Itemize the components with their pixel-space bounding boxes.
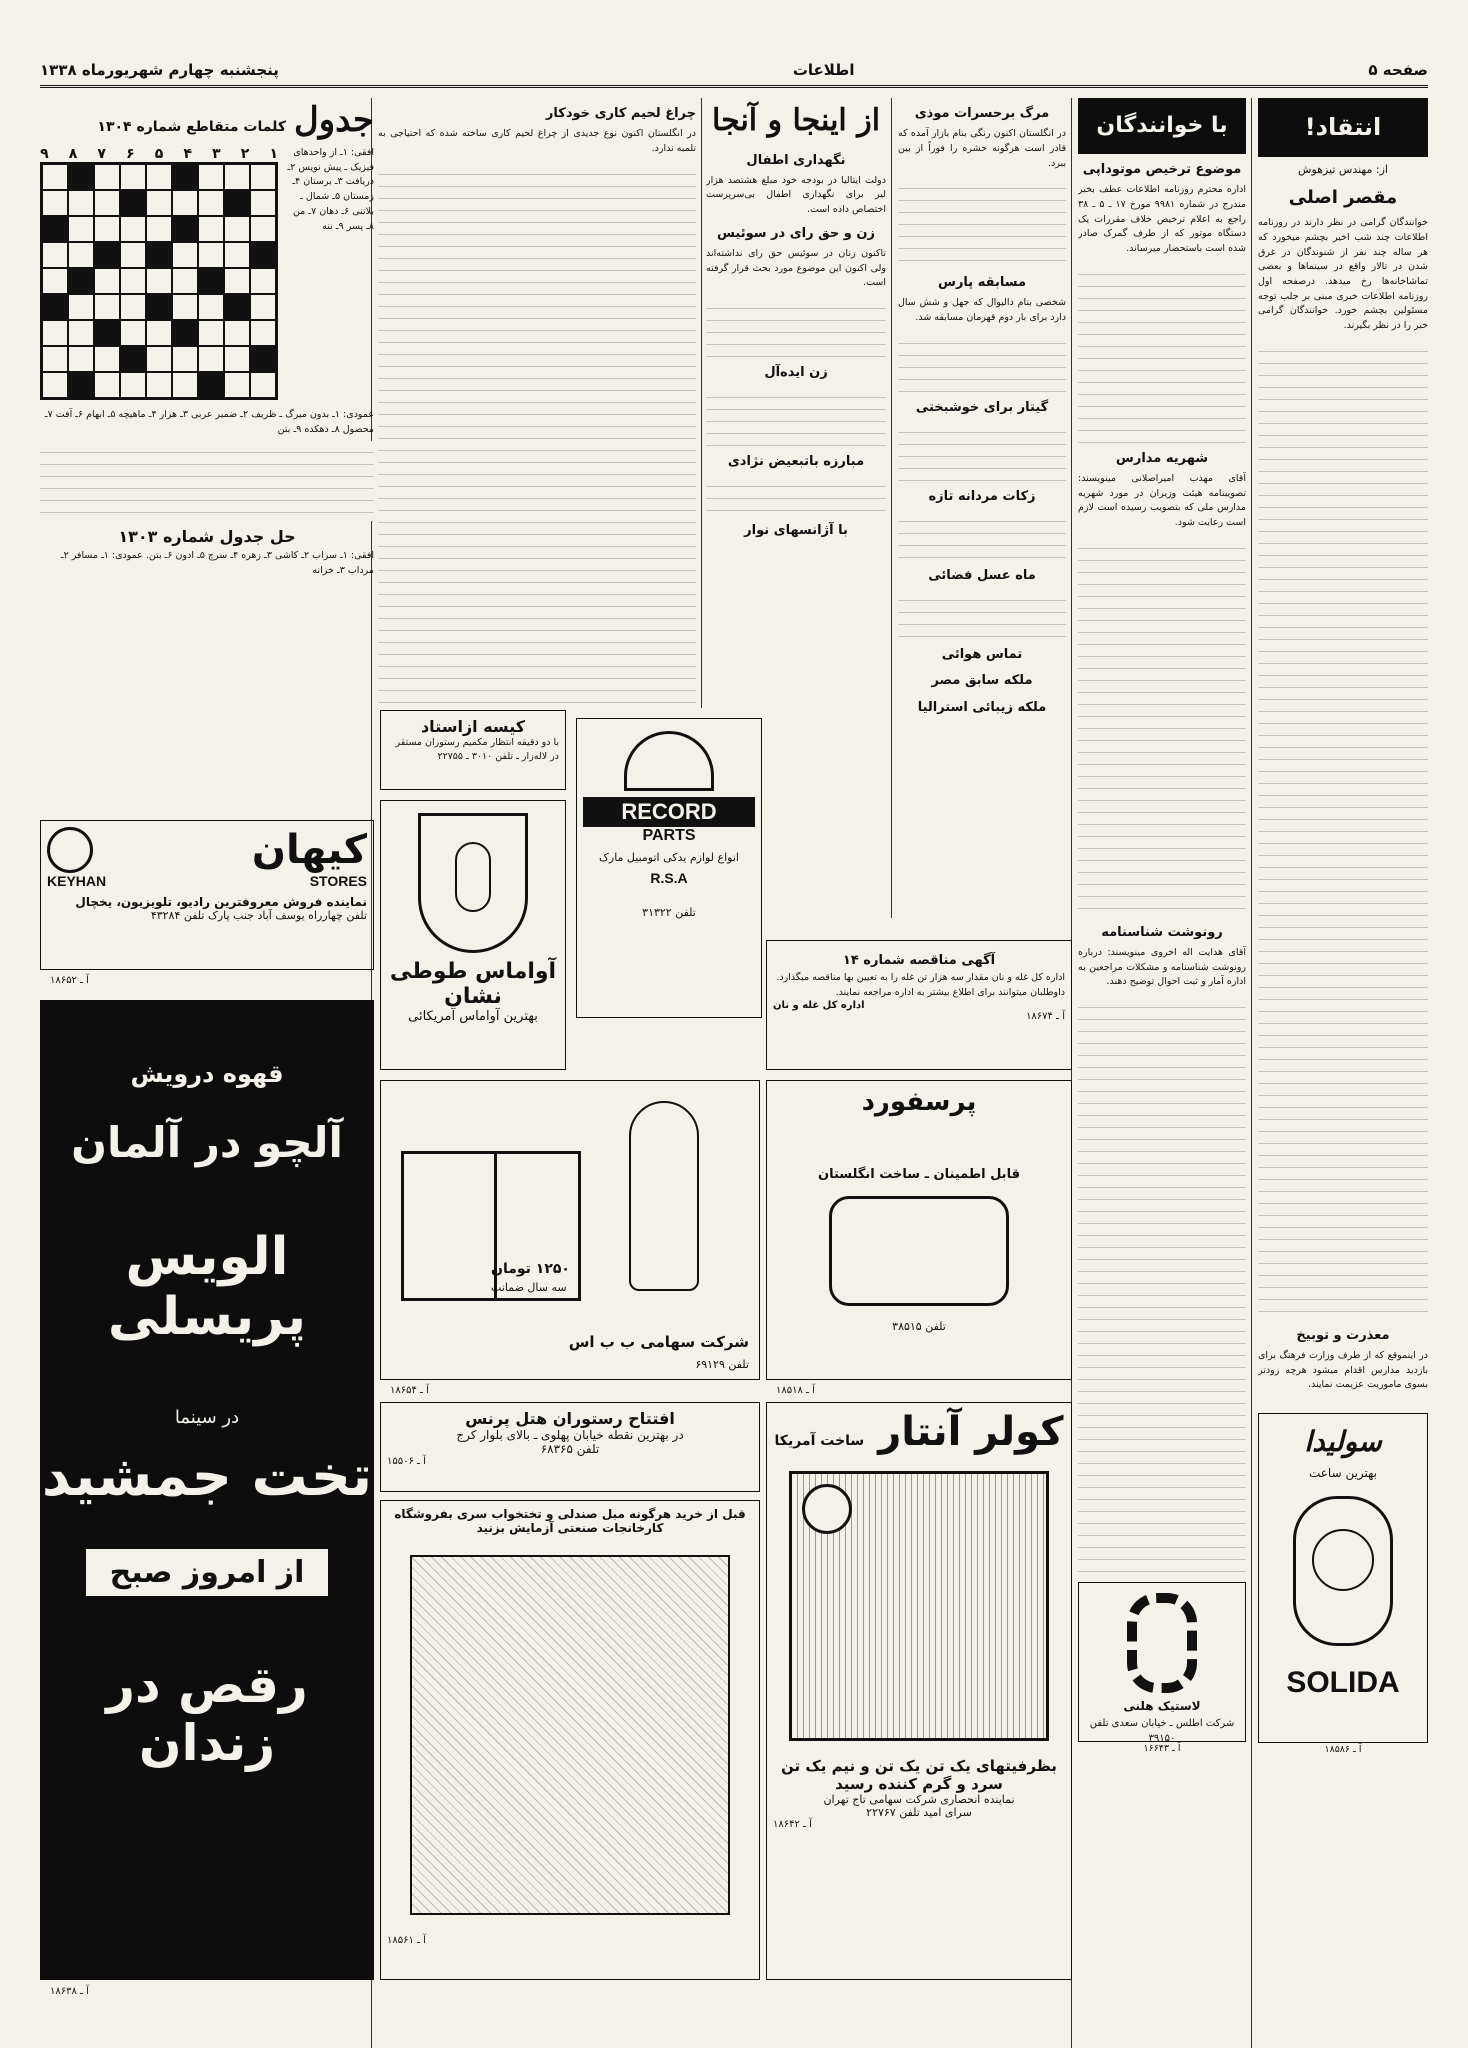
ad-code: آ ـ ۱۸۵۸۶ — [1324, 1744, 1362, 1756]
keyhan-code: آ ـ ۱۸۶۵۲ — [50, 975, 89, 986]
crossword-clues-filler — [40, 441, 374, 521]
readers-section-2: شهریه مدارس — [1115, 450, 1209, 466]
crossword-cell[interactable] — [120, 242, 146, 268]
hotel-subtitle: در بهترین نقطه خیابان پهلوی ـ بالای بلوار کرج — [456, 1428, 684, 1442]
tire-company: شرکت اطلس ـ خیابان سعدی تلفن ۳۹۱۵۰ — [1089, 1717, 1235, 1745]
crossword-column-numbers — [40, 146, 278, 162]
crossword-cell[interactable] — [224, 242, 250, 268]
solida-ad — [1258, 1413, 1428, 1743]
pump-phone: تلفن ۳۸۵۱۵ — [892, 1320, 946, 1333]
readers-section-1: موضوع ترخیص موتوداپی — [1082, 162, 1242, 178]
hotel-ad — [380, 1402, 760, 1492]
crossword-cell[interactable] — [94, 320, 120, 346]
crossword-clues-horizontal: افقی: ۱ـ از واحدهای فیزیک ـ پیش نویس ۲ـ دریافت ۳ـ برستان ۴ـ زمستان ۵ـ شمال ـ بلاتنی ۶ـ دهان ۷ـ من ۸ـ پسر ۹ـ ننه — [287, 147, 374, 232]
news-title-8: ملکه زیبائی استرالیا — [917, 699, 1047, 715]
solution-title: حل جدول شماره ۱۳۰۳ — [118, 527, 296, 547]
crossword-number: ۹ — [40, 146, 49, 162]
solida-brand: SOLIDA — [1286, 1666, 1400, 1700]
page-header — [40, 54, 1428, 88]
pump-title: پرسفورد — [861, 1087, 977, 1117]
crossword-cell[interactable] — [250, 164, 276, 190]
tender-ad — [766, 940, 1072, 1070]
crossword-cell[interactable] — [94, 346, 120, 372]
solida-title: سولیدا — [1304, 1425, 1382, 1459]
tender-code: آ ـ ۱۸۶۷۴ — [1026, 1011, 1065, 1023]
crossword-number: ۱ — [269, 146, 278, 162]
crossword-cell[interactable] — [146, 190, 172, 216]
crossword-cell[interactable] — [250, 242, 276, 268]
tender-body: اداره کل غله و نان مقدار سه هزار تن غله را به تعیین بها مناقصه میگذارد. داوطلبان میتوانند برای اطلاع بیشتر به اداره مراجعه نمایند. — [776, 972, 1065, 998]
crossword-cell[interactable] — [198, 164, 224, 190]
here-there-section-4: مبارزه باتبعیض نژادی — [727, 454, 865, 470]
crossword-cell[interactable] — [68, 346, 94, 372]
left-news-filler — [378, 163, 696, 708]
news-filler — [898, 332, 1066, 392]
record-parts: PARTS — [642, 827, 696, 844]
crossword-title: جدول — [294, 100, 374, 140]
news-body-1: در انگلستان اکنون رنگی بنام بازار آمده که قادر است هرگونه حشره را فوراً از بین ببرد. — [898, 128, 1066, 169]
readers-body-2: آقای مهذب امیراصلانی مینویسند: تصویبنامه هیئت وزیران در مورد شهریه مدارس ملی که بتصویب رسیده است لازم است رعایت شود. — [1078, 472, 1246, 529]
column-rule — [701, 98, 702, 708]
hotel-code: آ ـ ۱۵۵۰۶ — [387, 1456, 426, 1467]
crossword-cell[interactable] — [68, 294, 94, 320]
pump-icon — [829, 1196, 1009, 1306]
furniture-code: آ ـ ۱۸۵۶۱ — [387, 1935, 426, 1946]
cooler-code: آ ـ ۱۸۶۴۲ — [773, 1819, 812, 1830]
readers-body-3-continued — [1078, 996, 1246, 1576]
left-news-body: در انگلستان اکنون نوع جدیدی از چراغ لحیم کاری ساخته شده که احتیاجی به تلمبه ندارد. — [378, 128, 696, 154]
cooler-subtitle: ساخت آمریکا — [774, 1433, 865, 1449]
crossword-number: ۶ — [126, 146, 135, 162]
avamas-subtitle: بهترین آواماس آمریکائی — [408, 1009, 538, 1024]
crossword-cell[interactable] — [224, 268, 250, 294]
here-there-filler — [706, 386, 886, 446]
crossword-cell[interactable] — [42, 242, 68, 268]
tire-icon — [1127, 1593, 1197, 1693]
cinema-line-4: در سینما — [174, 1407, 240, 1428]
avamas-ad — [380, 800, 566, 1070]
tire-ad — [1078, 1582, 1246, 1745]
cooler-ad — [766, 1402, 1072, 1980]
crossword-cell[interactable] — [146, 268, 172, 294]
hotel-title: افتتاح رستوران هتل پرنس — [465, 1409, 675, 1428]
crossword-cell[interactable] — [68, 320, 94, 346]
crossword-cell[interactable] — [68, 242, 94, 268]
news-title-5: ماه عسل فضائی — [928, 568, 1036, 584]
solida-subtitle: بهترین ساعت — [1308, 1465, 1378, 1480]
keyhan-logo: کیهان — [251, 827, 367, 873]
section-title: معذرت و توبیخ — [1296, 1327, 1390, 1343]
cinema-line-3: الویس پریسلی — [107, 1227, 307, 1347]
crossword-cell[interactable] — [94, 372, 120, 398]
fridge-company: شرکت سهامی ب ب اس — [568, 1333, 749, 1351]
crossword-cell[interactable] — [120, 294, 146, 320]
readers-section-3: رونوشت شناسنامه — [1101, 924, 1223, 940]
woman-figure-icon — [629, 1101, 699, 1291]
column-rule — [1251, 98, 1252, 2048]
news-title-7: ملکه سابق مصر — [931, 673, 1033, 689]
kiosk-body: با دو دقیقه انتظار مکمیم رستوران مستقر در لاله‌زار ـ تلفن ۳۰۱۰ ـ ۲۲۷۵۵ — [395, 737, 559, 763]
crossword-number: ۲ — [240, 146, 250, 162]
crossword-cell[interactable] — [172, 268, 198, 294]
cinema-ad — [40, 1000, 374, 1980]
fridge-ad — [380, 1080, 760, 1380]
furniture-title: قبل از خرید هرگونه مبل صندلی و تختخواب سری بفروشگاه کارخانجات صنعتی آزمایش بزنید — [394, 1507, 746, 1535]
here-there-section-2: زن و حق رای در سوئیس — [717, 225, 875, 241]
crossword-number: ۵ — [154, 146, 164, 162]
crossword-cell[interactable] — [120, 216, 146, 242]
article-title: مقصر اصلی — [1288, 187, 1398, 209]
enteghad-logo: انتقاد! — [1258, 98, 1428, 157]
here-there-section-3: زن ایده‌آل — [764, 365, 828, 381]
avamas-title: آواماس طوطی نشان — [389, 959, 557, 1009]
crossword-cell[interactable] — [172, 242, 198, 268]
crossword-cell[interactable] — [250, 372, 276, 398]
crossword-number: ۴ — [183, 146, 192, 162]
crossword-cell[interactable] — [172, 372, 198, 398]
record-title: RECORD — [583, 797, 755, 827]
crossword-cell[interactable] — [146, 346, 172, 372]
cooler-phone: سرای امید تلفن ۲۲۷۶۷ — [866, 1806, 972, 1819]
crossword-cell[interactable] — [42, 372, 68, 398]
crossword-cell[interactable] — [198, 242, 224, 268]
crossword-cell[interactable] — [94, 268, 120, 294]
crossword-cell[interactable] — [120, 372, 146, 398]
crossword-cell[interactable] — [224, 372, 250, 398]
news-title-4: زکات مردانه تازه — [928, 489, 1036, 505]
crossword-cell[interactable] — [42, 320, 68, 346]
crossword-cell[interactable] — [120, 346, 146, 372]
page-number: صفحه ۵ — [1368, 60, 1428, 79]
issue-date: پنجشنبه چهارم شهریورماه ۱۳۳۸ — [40, 60, 279, 79]
crossword-cell[interactable] — [120, 164, 146, 190]
here-there-section-5: با آژانسهای نوار — [744, 523, 848, 539]
fridge-code: آ ـ ۱۸۶۵۴ — [390, 1385, 429, 1396]
crossword-cell[interactable] — [146, 320, 172, 346]
crossword-number: ۸ — [68, 146, 78, 162]
crossword-cell[interactable] — [172, 216, 198, 242]
fridge-icon — [401, 1151, 581, 1301]
crossword-cell[interactable] — [42, 190, 68, 216]
here-there-title: از اینجا و آنجا — [711, 103, 881, 138]
crossword-cell[interactable] — [172, 346, 198, 372]
crossword-cell[interactable] — [198, 320, 224, 346]
furniture-ad — [380, 1500, 760, 1980]
readers-body-1-continued — [1078, 263, 1246, 443]
crossword-number: ۳ — [212, 146, 221, 162]
here-there-section-1: نگهداری اطفال — [746, 152, 846, 168]
cinema-line-7: رقص در زندان — [106, 1656, 308, 1772]
crossword-cell[interactable] — [250, 294, 276, 320]
byline: از: مهندس تیزهوش — [1298, 163, 1388, 177]
crossword-cell[interactable] — [172, 164, 198, 190]
cinema-line-2: آلچو در آلمان — [71, 1118, 343, 1167]
cinema-line-5: تخت جمشید — [41, 1444, 373, 1509]
crossword-cell[interactable] — [120, 190, 146, 216]
left-news-title: چراغ لحیم کاری خودکار — [545, 106, 696, 121]
crossword-cell[interactable] — [198, 294, 224, 320]
record-phone: تلفن ۳۱۳۲۲ — [642, 906, 696, 919]
news-body-2: شخصی بنام دالیوال که جهل و شش سال دارد برای بار دوم قهرمان مسابقه شد. — [898, 297, 1066, 324]
keyhan-line: نماینده فروش معروفترین رادیو، تلویزیون، یخچال — [75, 895, 367, 909]
crossword-cell[interactable] — [250, 346, 276, 372]
fridge-price: ۱۲۵۰ تومان — [491, 1261, 570, 1277]
keyhan-phone: تلفن چهارراه یوسف آباد جنب پارک تلفن ۴۳۲۸۴ — [150, 909, 367, 922]
record-logo-icon — [624, 731, 714, 791]
column-here-there — [706, 98, 886, 698]
crossword-grid[interactable] — [40, 162, 278, 400]
crossword-cell[interactable] — [146, 216, 172, 242]
crossword-cell[interactable] — [42, 268, 68, 294]
news-title-3: گیتار برای خوشبختی — [915, 399, 1049, 415]
keyhan-stores: STORES — [309, 873, 367, 889]
pump-subtitle: قابل اطمینان ـ ساخت انگلستان — [818, 1167, 1020, 1182]
tire-code: آ ـ ۱۶۶۴۳ — [1143, 1743, 1181, 1755]
readers-logo: با خوانندگان — [1078, 98, 1246, 154]
tire-title: لاستیک هلنی — [1123, 1699, 1201, 1714]
crossword-cell[interactable] — [172, 294, 198, 320]
crossword-cell[interactable] — [94, 242, 120, 268]
record-text: انواع لوازم یدکی اتومبیل مارک — [599, 851, 739, 864]
pump-ad — [766, 1080, 1072, 1380]
tender-sign: اداره کل غله و نان — [773, 1000, 865, 1012]
crossword-cell[interactable] — [198, 268, 224, 294]
cooler-line-1: بظرفیتهای یک تن یک تن و نیم یک تن — [781, 1757, 1057, 1775]
crossword-cell[interactable] — [224, 346, 250, 372]
crossword-cell[interactable] — [94, 164, 120, 190]
news-filler — [898, 589, 1066, 639]
crossword-cell[interactable] — [198, 372, 224, 398]
here-there-body-2: تاکنون زنان در سوئیس حق رای نداشته‌اند ولی اکنون این موضوع مورد بحث قرار گرفته است. — [706, 247, 886, 289]
watch-icon — [1293, 1496, 1393, 1646]
crossword-cell[interactable] — [198, 216, 224, 242]
furniture-photo — [410, 1555, 730, 1915]
crossword-cell[interactable] — [42, 164, 68, 190]
crossword-cell[interactable] — [120, 268, 146, 294]
crossword-cell[interactable] — [224, 190, 250, 216]
crossword-cell[interactable] — [198, 190, 224, 216]
cinema-line-6: از امروز صبح — [86, 1549, 329, 1596]
here-there-body-1: دولت ایتالیا در بودجه خود مبلغ هشتصد هزار لیر برای نگهداری اطفال بی‌سرپرست اختصاص داده است. — [706, 174, 886, 216]
crossword-cell[interactable] — [68, 164, 94, 190]
news-title-6: تماس هوائی — [941, 647, 1023, 663]
crossword-cell[interactable] — [68, 190, 94, 216]
article-body-continued — [1258, 340, 1428, 1320]
crossword-cell[interactable] — [172, 320, 198, 346]
article-body: خوانندگان گرامی در نظر دارند در روزنامه اطلاعات چند شب اخیر بچشم میخورد که هر ساله چند نفر از شنوندگان در غرق شدن در تالار واقع در سینماها و بعضی تماشاخانه‌ها رخ میدهد. درصفحه اول روزنامه اطلاعات خبری مبنی بر جلب توجه مسئولین بچشم خورد. خوانندگان گرامی خبر را در نظر بگیرند. — [1258, 217, 1428, 332]
crossword-cell[interactable] — [42, 346, 68, 372]
column-readers — [1078, 98, 1246, 2048]
cooler-line-3: نماینده انحصاری شرکت سهامی تاج تهران — [823, 1793, 1015, 1806]
news-filler — [898, 421, 1066, 481]
here-there-filler — [706, 475, 886, 515]
cinema-code: آ ـ ۱۸۶۳۸ — [50, 1986, 89, 1997]
crossword-cell[interactable] — [250, 268, 276, 294]
crossword-cell[interactable] — [94, 216, 120, 242]
crossword-cell[interactable] — [224, 216, 250, 242]
cooler-title: کولر آنتار — [878, 1409, 1064, 1455]
news-title-1: مرگ برحسرات موذی — [914, 106, 1050, 121]
crossword-cell[interactable] — [224, 294, 250, 320]
readers-body-1: اداره محترم روزنامه اطلاعات عطف بخبر مندرج در شماره ۹۹۸۱ مورخ ۱۷ ـ ۵ ـ ۳۸ راجع به اعلام ترخیص خلاف مقررات یک دستگاه موتور که از طرف گمرک صادر شده است باستحضار میرساند. — [1078, 184, 1246, 255]
crossword-cell[interactable] — [42, 294, 68, 320]
crossword-cell[interactable] — [68, 372, 94, 398]
parrot-shield-icon — [418, 813, 528, 953]
column-left-news — [378, 98, 696, 708]
pump-code: آ ـ ۱۸۵۱۸ — [776, 1385, 815, 1396]
crossword-cell[interactable] — [68, 216, 94, 242]
keyhan-ad — [40, 820, 374, 970]
crossword-cell[interactable] — [224, 164, 250, 190]
crossword-cell[interactable] — [146, 294, 172, 320]
crossword-cell[interactable] — [146, 164, 172, 190]
crossword-cell[interactable] — [198, 346, 224, 372]
globe-icon — [47, 827, 93, 873]
readers-body-3: آقای هدایت اله اخروی مینویسند: درباره رونوشت شناسنامه و مشکلات مراجعین به اداره آمار و ثبت احوال توضیح دهند. — [1078, 946, 1246, 988]
crossword-cell[interactable] — [120, 320, 146, 346]
crossword-cell[interactable] — [146, 242, 172, 268]
fridge-warranty: سه سال ضمانت — [491, 1281, 567, 1294]
column-news — [898, 98, 1066, 818]
kiosk-title: کیسه ازاستاد — [420, 717, 526, 736]
cinema-line-1: قهوه درویش — [130, 1060, 284, 1088]
crossword-clues-vertical: عمودی: ۱ـ بدون میرگ ـ ظریف ۲ـ ضمیر عربی ۳ـ هزار ۴ـ ماهیچه ۵ـ ابهام ۶ـ آفت ۷ـ محصول ۸ـ دهکده ۹ـ بتن — [44, 409, 374, 435]
section-body: در اینموقع که از طرف وزارت فرهنگ برای بازدید مدارس اقدام میشود هرچه زودتر بسوی ماموریت عزیمت نمایند. — [1258, 1350, 1428, 1391]
newspaper-name: اطلاعات — [792, 60, 855, 79]
crossword-cell[interactable] — [172, 190, 198, 216]
readers-body-2-continued — [1078, 537, 1246, 917]
news-filler — [898, 510, 1066, 560]
cooler-line-2: سرد و گرم کننده رسید — [835, 1775, 1003, 1793]
solution-body: افقی: ۱ـ سراب ۲ـ کاشی ۳ـ زهره ۴ـ سرچ ۵ـ ادون ۶ـ بتن. عمودی: ۱ـ مسافر ۲ـ مرداب ۳ـ خزانه — [60, 550, 374, 577]
crossword-subtitle: کلمات متقاطع شماره ۱۳۰۴ — [97, 119, 286, 135]
tender-title: آگهی مناقصه شماره ۱۴ — [842, 953, 996, 968]
column-rule — [891, 98, 892, 918]
crossword-cell[interactable] — [42, 216, 68, 242]
here-there-filler — [706, 297, 886, 357]
hotel-phone: تلفن ۶۸۳۶۵ — [540, 1442, 600, 1456]
crossword-section — [40, 100, 374, 830]
crossword-cell[interactable] — [224, 320, 250, 346]
crossword-cell[interactable] — [250, 216, 276, 242]
crossword-cell[interactable] — [68, 268, 94, 294]
crossword-cell[interactable] — [94, 190, 120, 216]
column-enteghad — [1258, 98, 1428, 2048]
crossword-cell[interactable] — [250, 320, 276, 346]
news-filler — [898, 177, 1066, 267]
crossword-cell[interactable] — [250, 190, 276, 216]
record-ad — [576, 718, 762, 1018]
fridge-phone: تلفن ۶۹۱۲۹ — [695, 1358, 749, 1371]
crossword-cell[interactable] — [94, 294, 120, 320]
cooler-icon — [789, 1471, 1049, 1741]
record-rsa: R.S.A — [650, 870, 688, 886]
news-title-2: مسابقه پارس — [938, 275, 1026, 291]
keyhan-latin: KEYHAN — [47, 873, 107, 889]
kiosk-ad — [380, 710, 566, 790]
crossword-cell[interactable] — [146, 372, 172, 398]
crossword-number: ۷ — [97, 146, 106, 162]
